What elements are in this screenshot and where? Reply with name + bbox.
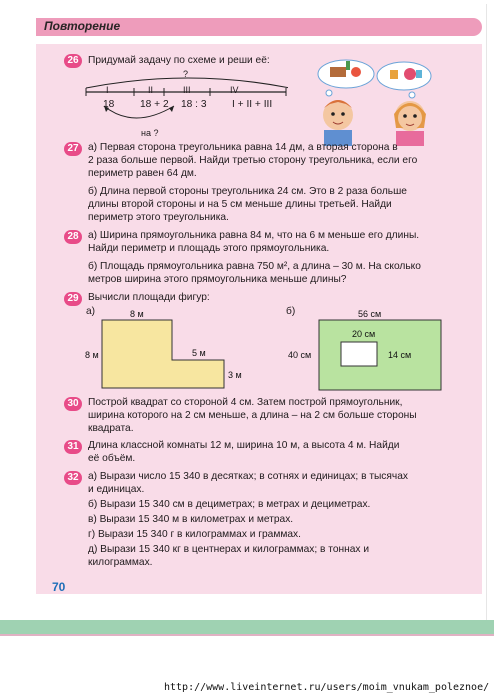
boy-figure (323, 100, 353, 146)
figure-a (100, 318, 240, 390)
figure-a-label: а) (86, 306, 96, 317)
task-29-text: Вычисли площади фигур: (88, 292, 210, 303)
figure-a-step-label: 5 м (192, 348, 206, 358)
girl-thought-bubble (377, 62, 431, 98)
task-32-line-3: б) Вырази 15 340 см в дециметрах; в метрах и дециметрах. (88, 499, 371, 510)
figure-b-inner-top-label: 20 см (352, 329, 376, 339)
task-30-line-1: Построй квадрат со стороной 4 см. Затем построй прямоугольник, (88, 397, 403, 408)
scheme-question-top: ? (183, 69, 189, 79)
figure-b (317, 318, 445, 392)
task-number-30: 30 (64, 397, 82, 411)
task-30-line-3: квадрата. (88, 423, 134, 434)
task-32-line-5: г) Вырази 15 340 г в килограммах и граммах. (88, 529, 301, 540)
segment-label-1: I (106, 85, 109, 95)
task-28b-line-2: метров ширина этого прямоугольника меньше длины? (88, 274, 347, 285)
task-28a-line-2: Найди периметр и площадь этого прямоугольника. (88, 243, 330, 254)
green-footer-band (0, 620, 494, 634)
segment-value-2: 18 + 2 (140, 99, 169, 110)
figure-b-inner (341, 342, 377, 366)
task-32-line-7: килограммах. (88, 557, 153, 568)
segment-value-3: 18 : 3 (181, 99, 207, 110)
section-header (36, 18, 482, 36)
task-31-line-1: Длина классной комнаты 12 м, ширина 10 м, а высота 4 м. Найди (88, 440, 400, 451)
task-32-line-2: и единицах. (88, 484, 145, 495)
page-number: 70 (52, 580, 66, 594)
segment-label-4: IV (230, 85, 239, 95)
task-number-32: 32 (64, 471, 82, 485)
task-27b-line-2: длины второй стороны и на 5 см меньше длины третьей. Найди (88, 199, 392, 210)
task-number-29: 29 (64, 292, 82, 306)
task-number-31: 31 (64, 440, 82, 454)
task-30-line-2: ширина которого на 2 см меньше, а длина – на 2 см больше стороны (88, 410, 417, 421)
footer-line (0, 634, 494, 636)
task-31-line-2: её объём. (88, 453, 136, 464)
task-32-line-4: в) Вырази 15 340 м в километрах и метрах. (88, 514, 294, 525)
boy-thought-bubble (318, 60, 374, 96)
task-27a-line-1: а) Первая сторона треугольника равна 14 дм, а вторая сторона в (88, 142, 398, 153)
children-illustration (316, 58, 436, 146)
task-28a-line-1: а) Ширина прямоугольника равна 84 м, что на 6 м меньше его длины. (88, 230, 420, 241)
task-number-27: 27 (64, 142, 82, 156)
figure-b-outer (319, 320, 441, 390)
source-url: http://www.liveinternet.ru/users/moim_vnukam_poleznoe/ (164, 682, 490, 693)
segment-value-4: I + II + III (232, 99, 273, 110)
scheme-question-arc: на ? (141, 128, 159, 138)
task-27a-line-3: периметр равен 64 дм. (88, 168, 197, 179)
figure-b-top-label: 56 см (358, 309, 382, 319)
task-number-26: 26 (64, 54, 82, 68)
task-number-28: 28 (64, 230, 82, 244)
task-28b-line-1: б) Площадь прямоугольника равна 750 м², а длина – 30 м. На сколько (88, 261, 421, 272)
section-title: Повторение (44, 19, 121, 33)
figure-b-inner-right-label: 14 см (388, 350, 412, 360)
task-32-line-1: а) Вырази число 15 340 в десятках; в сотнях и единицах; в тысячах (88, 471, 408, 482)
figure-a-top-label: 8 м (130, 309, 144, 319)
figure-b-left-label: 40 см (288, 350, 312, 360)
figure-b-label: б) (286, 306, 296, 317)
task-27a-line-2: 2 раза больше первой. Найди третью сторону треугольника, если его (88, 155, 418, 166)
figure-a-right-label: 3 м (228, 370, 242, 380)
segment-label-2: II (148, 85, 154, 95)
figure-a-left-label: 8 м (85, 350, 99, 360)
segment-value-1: 18 (103, 99, 115, 110)
girl-figure (394, 101, 426, 146)
task-26-text: Придумай задачу по схеме и реши её: (88, 55, 270, 66)
task-27b-line-3: периметр этого треугольника. (88, 212, 229, 223)
segment-label-3: III (183, 85, 191, 95)
task-32-line-6: д) Вырази 15 340 кг в центнерах и килограммах; в тоннах и (88, 544, 370, 555)
task-27b-line-1: б) Длина первой стороны треугольника 24 см. Это в 2 раза больше (88, 186, 407, 197)
